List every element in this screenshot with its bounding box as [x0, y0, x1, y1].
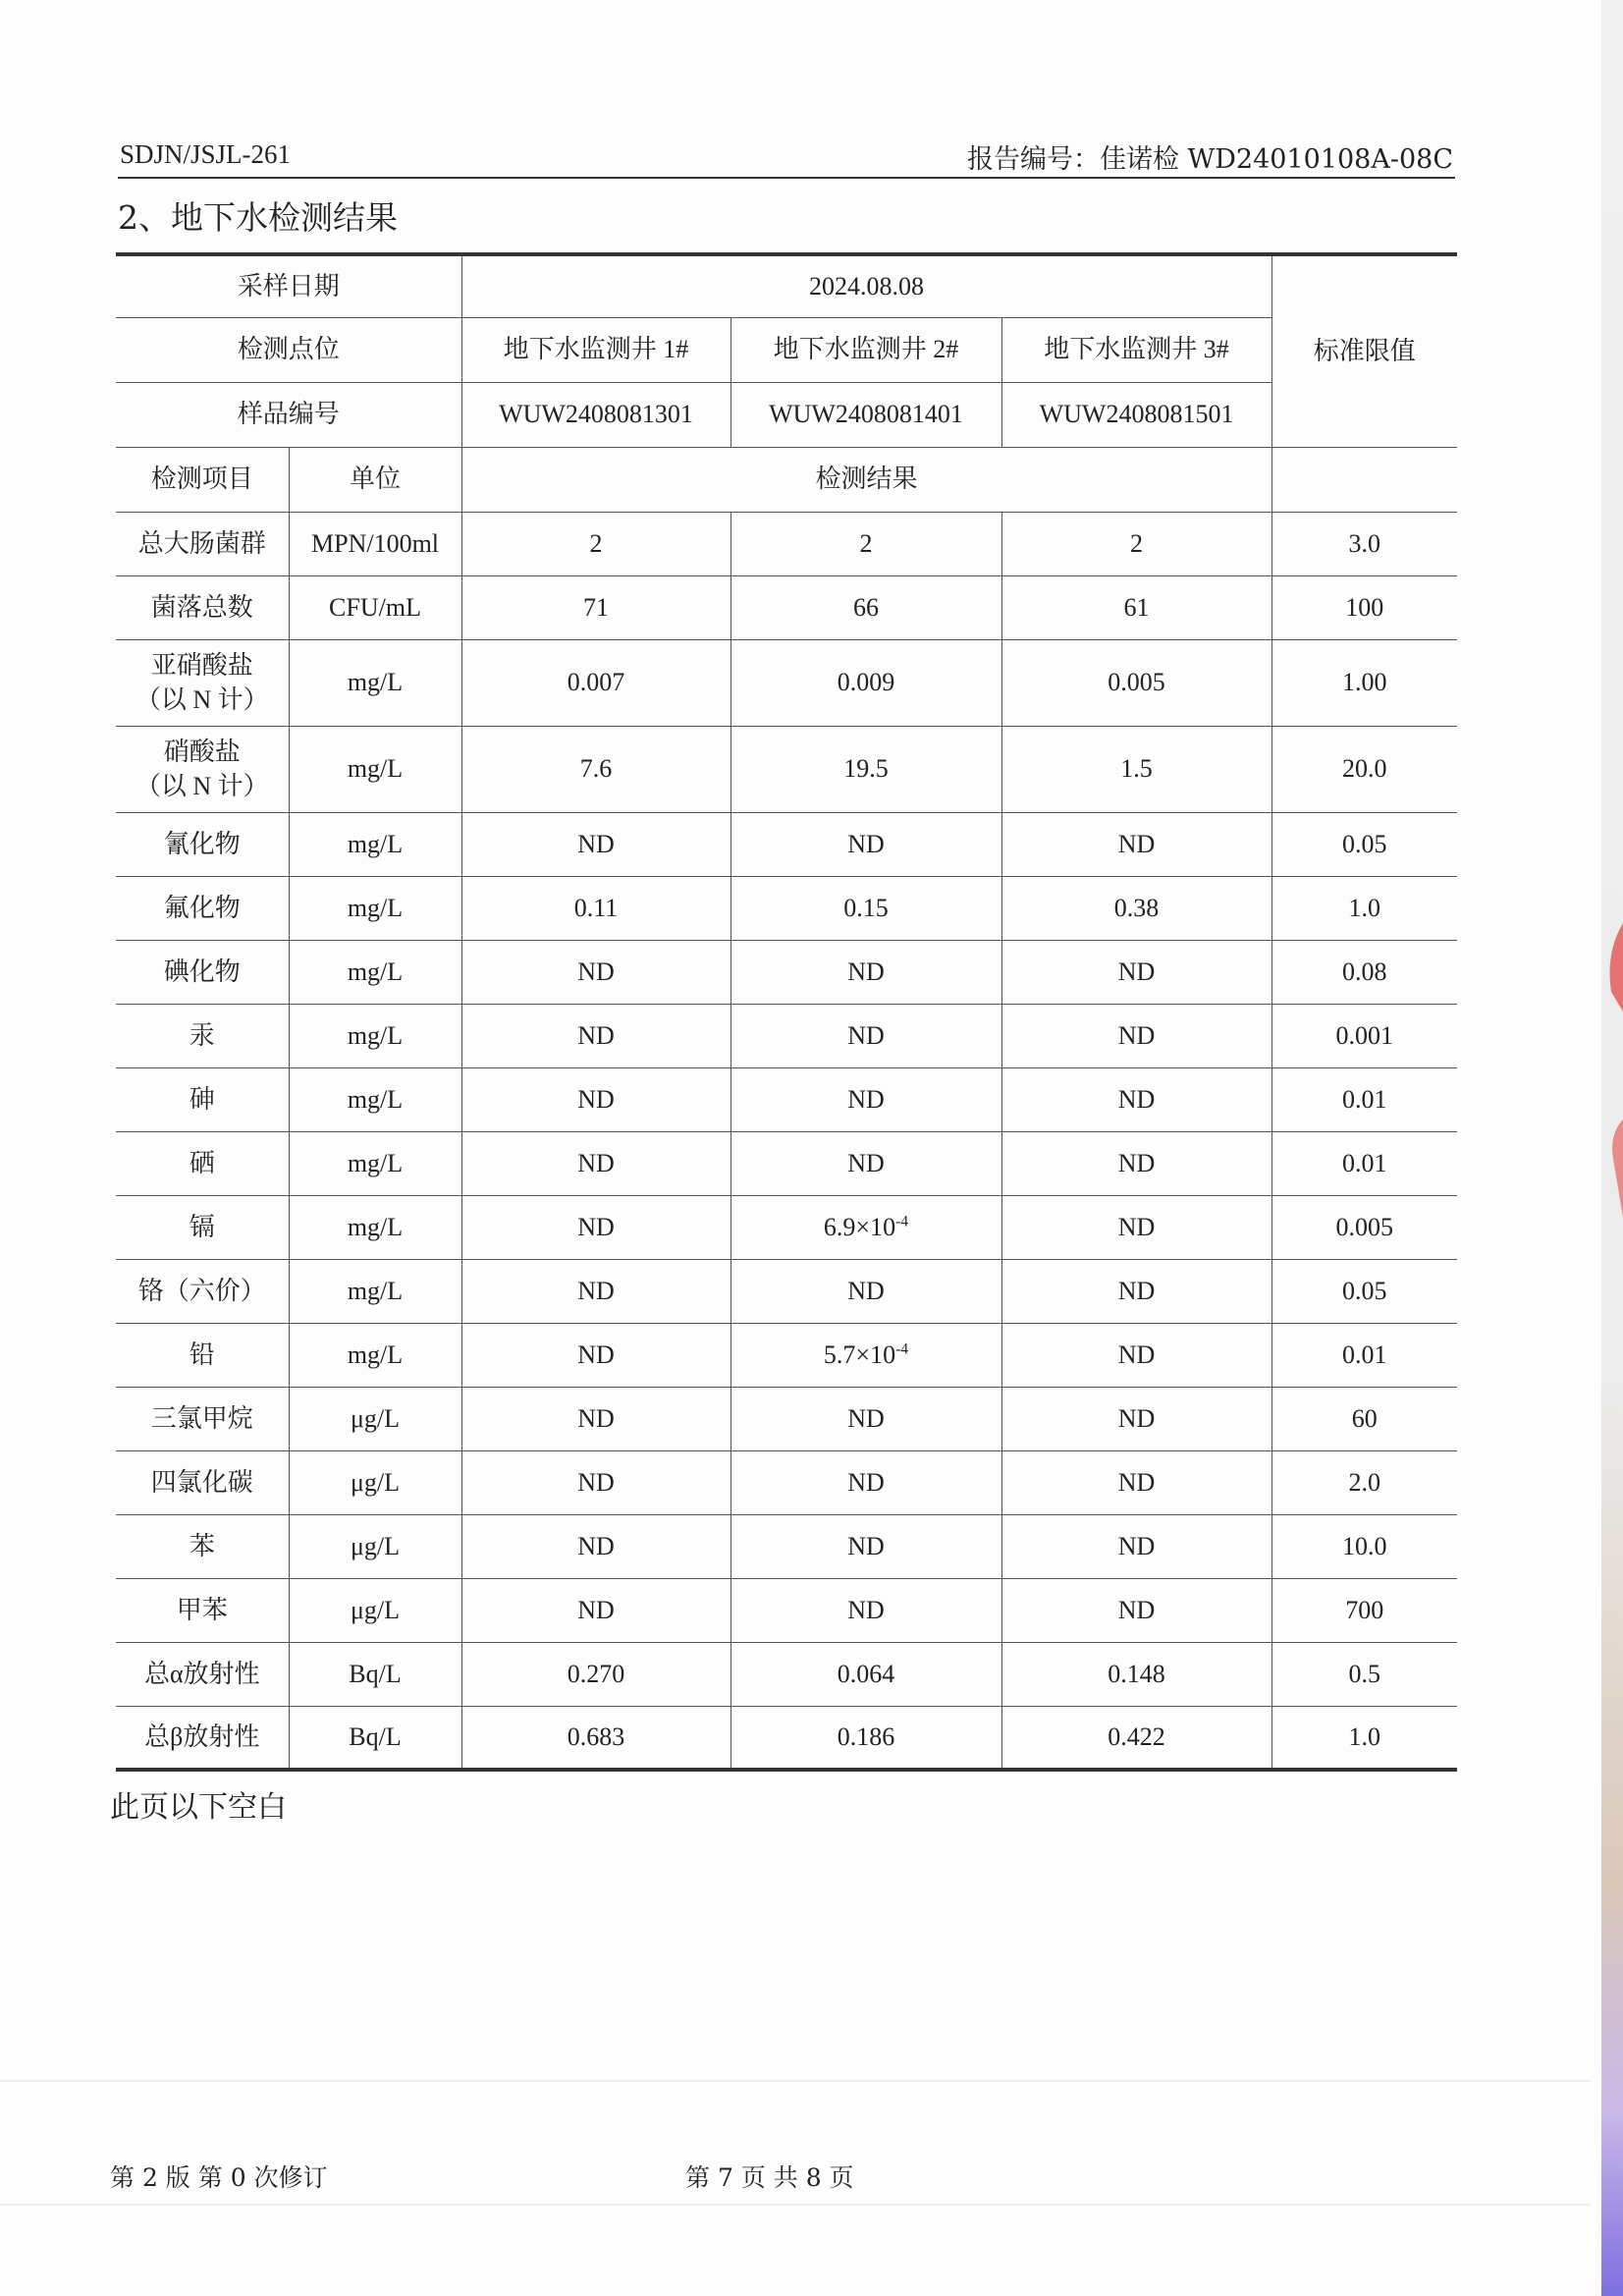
result-cell-3-text: ND	[1117, 1595, 1156, 1624]
limit-cell	[1271, 940, 1457, 1004]
result-cell-1-text: ND	[577, 1212, 615, 1241]
result-cell-3	[1001, 812, 1271, 876]
item-name: 铬（六价）	[137, 1276, 266, 1305]
result-cell-1-text: ND	[577, 957, 615, 986]
result-cell-2-text: ND	[847, 957, 885, 986]
result-header: 检测结果	[461, 447, 1271, 512]
result-cell-2	[730, 1195, 1001, 1259]
result-cell-3-text: ND	[1117, 1403, 1156, 1433]
location-label: 检测点位	[116, 317, 461, 382]
result-cell-2-text: 0.15	[843, 893, 889, 922]
result-cell-1-text: 7.6	[579, 754, 613, 784]
limit-cell-text: 700	[1345, 1595, 1384, 1624]
result-cell-3	[1001, 726, 1271, 812]
limit-cell-text: 0.01	[1342, 1148, 1387, 1177]
item-name: 菌落总数	[150, 592, 253, 622]
item-cell	[116, 1706, 289, 1770]
result-cell-3-text: 0.148	[1108, 1659, 1165, 1688]
result-cell-1-text: ND	[577, 1276, 615, 1305]
item-name: 甲苯	[176, 1595, 228, 1624]
result-cell-3-text: ND	[1117, 1148, 1156, 1177]
result-cell-3-text: 61	[1123, 592, 1150, 622]
location-3: 地下水监测井 3#	[1001, 317, 1271, 382]
result-cell-1	[461, 639, 730, 726]
groundwater-results-table	[116, 252, 1457, 1772]
result-cell-2	[730, 1323, 1001, 1387]
result-cell-1-text: 0.007	[567, 668, 625, 697]
result-cell-1	[461, 1131, 730, 1195]
result-cell-3-text: 0.005	[1108, 668, 1165, 697]
unit-cell-text: μg/L	[350, 1467, 401, 1497]
unit-cell-text: mg/L	[347, 1339, 404, 1369]
table-row	[116, 1578, 1457, 1642]
unit-cell-text: mg/L	[347, 668, 404, 697]
result-cell-3	[1001, 1323, 1271, 1387]
sampling-date-value: 2024.08.08	[461, 254, 1271, 317]
table-row	[116, 1004, 1457, 1067]
result-cell-3-text: 0.422	[1108, 1722, 1165, 1752]
result-cell-3	[1001, 1259, 1271, 1323]
sampling-date-row	[116, 254, 1457, 317]
result-cell-1	[461, 876, 730, 940]
limit-cell-text: 1.0	[1348, 893, 1381, 922]
result-cell-3-text: ND	[1117, 1531, 1156, 1560]
result-cell-3-text: ND	[1117, 1084, 1156, 1114]
result-cell-1	[461, 1642, 730, 1706]
unit-cell-text: μg/L	[350, 1595, 401, 1624]
result-cell-1	[461, 1514, 730, 1578]
result-cell-1-text: ND	[577, 1531, 615, 1560]
unit-cell-text: CFU/mL	[329, 592, 421, 622]
limit-cell	[1271, 1195, 1457, 1259]
limit-blank-cell	[1271, 447, 1457, 512]
result-cell-3-text: 2	[1130, 528, 1144, 558]
limit-cell-text: 0.5	[1348, 1659, 1381, 1688]
item-cell	[116, 639, 289, 726]
unit-cell	[289, 812, 461, 876]
result-cell-1	[461, 812, 730, 876]
result-cell-1-text: ND	[577, 1467, 615, 1497]
item-cell	[116, 1642, 289, 1706]
limit-cell-text: 20.0	[1342, 754, 1387, 784]
unit-cell-text: mg/L	[347, 893, 404, 922]
table-row	[116, 876, 1457, 940]
item-name: 总β放射性	[144, 1722, 260, 1752]
item-name: 氟化物	[163, 893, 241, 922]
result-cell-1	[461, 1450, 730, 1514]
item-name: 四氯化碳	[150, 1467, 253, 1497]
result-cell-3-text: ND	[1117, 1467, 1156, 1497]
item-cell	[116, 1004, 289, 1067]
result-cell-2	[730, 1578, 1001, 1642]
result-cell-2-text: 19.5	[843, 754, 889, 784]
limit-cell-text: 10.0	[1342, 1531, 1387, 1560]
limit-cell	[1271, 1323, 1457, 1387]
item-cell	[116, 575, 289, 639]
result-cell-2-text: ND	[847, 1531, 885, 1560]
unit-cell-text: mg/L	[347, 1148, 404, 1177]
result-cell-3	[1001, 1642, 1271, 1706]
item-cell	[116, 1450, 289, 1514]
limit-cell	[1271, 1642, 1457, 1706]
limit-cell-text: 3.0	[1348, 528, 1381, 558]
table-row	[116, 726, 1457, 812]
result-cell-2-text: ND	[847, 1467, 885, 1497]
unit-cell-text: Bq/L	[349, 1722, 402, 1752]
limit-cell-text: 2.0	[1348, 1467, 1381, 1497]
result-cell-2-text: ND	[847, 1595, 885, 1624]
unit-header: 单位	[289, 447, 461, 512]
sample-no-3: WUW2408081501	[1001, 382, 1271, 447]
unit-cell	[289, 1642, 461, 1706]
limit-cell	[1271, 1387, 1457, 1450]
unit-cell	[289, 639, 461, 726]
table-row	[116, 512, 1457, 575]
item-cell	[116, 1195, 289, 1259]
unit-cell-text: mg/L	[347, 1276, 404, 1305]
result-cell-1-text: ND	[577, 1339, 615, 1369]
blank-below-note: 此页以下空白	[110, 1790, 287, 1825]
unit-cell-text: Bq/L	[349, 1659, 402, 1688]
result-cell-2-text: 6.9×10	[823, 1212, 896, 1241]
unit-cell-text: μg/L	[350, 1403, 401, 1433]
item-name: 总大肠菌群	[137, 528, 266, 558]
limit-cell-text: 0.01	[1342, 1084, 1387, 1114]
unit-cell	[289, 1387, 461, 1450]
result-cell-1-text: ND	[577, 1595, 615, 1624]
result-cell-2-text: 66	[853, 592, 880, 622]
result-cell-3	[1001, 876, 1271, 940]
item-cell	[116, 1387, 289, 1450]
result-cell-1	[461, 575, 730, 639]
table-row	[116, 1131, 1457, 1195]
limit-cell	[1271, 1067, 1457, 1131]
limit-cell-text: 100	[1345, 592, 1384, 622]
sample-no-row	[116, 382, 1457, 447]
table-row	[116, 639, 1457, 726]
result-cell-2-text: ND	[847, 1020, 885, 1050]
table-row	[116, 575, 1457, 639]
result-cell-2-text: 5.7×10	[823, 1339, 896, 1369]
result-cell-2-text: 0.009	[837, 668, 895, 697]
result-cell-1-text: 0.270	[567, 1659, 625, 1688]
item-basis: （以 N 计）	[135, 685, 269, 714]
item-name: 汞	[189, 1020, 215, 1050]
table-row	[116, 1387, 1457, 1450]
location-1: 地下水监测井 1#	[461, 317, 730, 382]
result-cell-2-exponent: -4	[895, 1340, 909, 1358]
item-cell	[116, 512, 289, 575]
item-cell	[116, 812, 289, 876]
limit-cell-text: 0.001	[1335, 1020, 1394, 1050]
limit-cell	[1271, 876, 1457, 940]
unit-cell	[289, 512, 461, 575]
unit-cell	[289, 876, 461, 940]
result-cell-3	[1001, 1387, 1271, 1450]
result-cell-1-text: ND	[577, 1084, 615, 1114]
unit-cell	[289, 1259, 461, 1323]
item-name: 氰化物	[163, 829, 241, 858]
unit-cell-text: mg/L	[347, 1212, 404, 1241]
item-cell	[116, 1578, 289, 1642]
item-name: 三氯甲烷	[150, 1403, 253, 1433]
unit-cell	[289, 726, 461, 812]
unit-cell	[289, 1067, 461, 1131]
result-cell-3	[1001, 512, 1271, 575]
document-code: SDJN/JSJL-261	[120, 139, 292, 169]
result-cell-2	[730, 1706, 1001, 1770]
unit-cell	[289, 1195, 461, 1259]
standard-limit-header: 标准限值	[1271, 254, 1457, 447]
unit-cell	[289, 1450, 461, 1514]
unit-cell-text: mg/L	[347, 1084, 404, 1114]
result-cell-1	[461, 1578, 730, 1642]
item-cell	[116, 876, 289, 940]
limit-cell	[1271, 1450, 1457, 1514]
result-cell-3-text: ND	[1117, 1276, 1156, 1305]
result-cell-2-text: ND	[847, 1148, 885, 1177]
location-2: 地下水监测井 2#	[730, 317, 1001, 382]
table-row	[116, 1259, 1457, 1323]
limit-cell	[1271, 1131, 1457, 1195]
unit-cell	[289, 1323, 461, 1387]
result-cell-3	[1001, 1450, 1271, 1514]
result-cell-1-text: ND	[577, 1148, 615, 1177]
item-basis: （以 N 计）	[135, 772, 269, 800]
result-cell-2-text: 0.064	[837, 1659, 895, 1688]
limit-cell-text: 0.01	[1342, 1339, 1387, 1369]
result-cell-1-text: ND	[577, 1403, 615, 1433]
limit-cell-text: 0.005	[1335, 1212, 1394, 1241]
item-name: 碘化物	[163, 957, 241, 986]
result-cell-2-text: ND	[847, 1276, 885, 1305]
item-name: 镉	[189, 1212, 215, 1241]
result-cell-1	[461, 1387, 730, 1450]
seal-stamp-edge	[1597, 923, 1623, 1218]
result-cell-1-text: 0.683	[567, 1722, 625, 1752]
unit-cell	[289, 1706, 461, 1770]
result-cell-3	[1001, 1067, 1271, 1131]
result-cell-3-text: 1.5	[1120, 754, 1153, 784]
item-cell	[116, 940, 289, 1004]
item-cell	[116, 1514, 289, 1578]
result-cell-1	[461, 512, 730, 575]
result-cell-2	[730, 1067, 1001, 1131]
footer-page-number: 第 7 页 共 8 页	[685, 2163, 854, 2192]
unit-cell-text: mg/L	[347, 1020, 404, 1050]
limit-cell-text: 0.05	[1342, 1276, 1387, 1305]
unit-cell-text: mg/L	[347, 829, 404, 858]
result-cell-1-text: ND	[577, 1020, 615, 1050]
result-cell-2-exponent: -4	[895, 1213, 909, 1230]
item-cell	[116, 1259, 289, 1323]
result-cell-1-text: ND	[577, 829, 615, 858]
table-row	[116, 1067, 1457, 1131]
sample-no-2: WUW2408081401	[730, 382, 1001, 447]
result-cell-2	[730, 1387, 1001, 1450]
result-cell-3-text: ND	[1117, 1020, 1156, 1050]
limit-cell	[1271, 726, 1457, 812]
result-cell-3-text: ND	[1117, 829, 1156, 858]
column-header-row	[116, 447, 1457, 512]
footer-version: 第 2 版 第 0 次修订	[110, 2163, 328, 2192]
limit-cell	[1271, 639, 1457, 726]
table-row	[116, 812, 1457, 876]
location-row	[116, 317, 1457, 382]
limit-cell-text: 60	[1351, 1403, 1378, 1433]
unit-cell	[289, 1514, 461, 1578]
result-cell-2	[730, 1131, 1001, 1195]
result-cell-1	[461, 1259, 730, 1323]
unit-cell-text: mg/L	[347, 754, 404, 784]
unit-cell-text: MPN/100ml	[310, 528, 440, 558]
report-number: 报告编号：佳诺检 WD24010108A-08C	[966, 144, 1453, 175]
result-cell-2-text: 0.186	[837, 1722, 895, 1752]
sample-no-label: 样品编号	[116, 382, 461, 447]
result-cell-2	[730, 940, 1001, 1004]
limit-cell-text: 1.00	[1342, 668, 1387, 697]
result-cell-3	[1001, 575, 1271, 639]
unit-cell-text: μg/L	[350, 1531, 401, 1560]
result-cell-1-text: 71	[583, 592, 610, 622]
result-cell-2-text: ND	[847, 829, 885, 858]
limit-cell-text: 1.0	[1348, 1722, 1381, 1752]
table-row	[116, 1514, 1457, 1578]
result-cell-1	[461, 1323, 730, 1387]
result-cell-2-text: ND	[847, 1403, 885, 1433]
result-cell-3-text: ND	[1117, 1339, 1156, 1369]
table-row	[116, 1195, 1457, 1259]
limit-cell	[1271, 1514, 1457, 1578]
item-header: 检测项目	[116, 447, 289, 512]
item-cell	[116, 1067, 289, 1131]
result-cell-2	[730, 876, 1001, 940]
item-name: 总α放射性	[143, 1659, 260, 1688]
sample-no-1: WUW2408081301	[461, 382, 730, 447]
result-cell-2	[730, 1004, 1001, 1067]
result-cell-3-text: 0.38	[1113, 893, 1160, 922]
sampling-date-label: 采样日期	[116, 254, 461, 317]
unit-cell-text: mg/L	[347, 957, 404, 986]
table-row	[116, 1642, 1457, 1706]
result-cell-2	[730, 812, 1001, 876]
result-cell-2	[730, 1259, 1001, 1323]
unit-cell	[289, 1131, 461, 1195]
result-cell-2	[730, 726, 1001, 812]
item-name: 硒	[189, 1148, 215, 1177]
result-cell-1-text: 0.11	[573, 893, 619, 922]
limit-cell-text: 0.08	[1342, 957, 1387, 986]
result-cell-3	[1001, 1195, 1271, 1259]
item-cell	[116, 1323, 289, 1387]
item-name: 苯	[189, 1531, 215, 1560]
limit-cell	[1271, 512, 1457, 575]
result-cell-1-text: 2	[589, 528, 603, 558]
result-cell-2	[730, 575, 1001, 639]
result-cell-2-text: ND	[847, 1084, 885, 1114]
result-cell-3	[1001, 1004, 1271, 1067]
item-name: 亚硝酸盐	[150, 650, 253, 680]
result-cell-2	[730, 639, 1001, 726]
table-row	[116, 1323, 1457, 1387]
result-cell-3	[1001, 1706, 1271, 1770]
result-cell-3	[1001, 1578, 1271, 1642]
table-row	[116, 1706, 1457, 1770]
result-cell-3-text: ND	[1117, 1212, 1156, 1241]
result-cell-2	[730, 1642, 1001, 1706]
result-cell-1	[461, 940, 730, 1004]
limit-cell	[1271, 1004, 1457, 1067]
limit-cell	[1271, 1706, 1457, 1770]
unit-cell	[289, 1578, 461, 1642]
result-cell-3	[1001, 639, 1271, 726]
unit-cell	[289, 940, 461, 1004]
result-cell-1	[461, 1067, 730, 1131]
result-cell-3	[1001, 1131, 1271, 1195]
footer-separator-bottom	[0, 2204, 1591, 2206]
result-cell-1	[461, 1195, 730, 1259]
result-cell-3-text: ND	[1117, 957, 1156, 986]
unit-cell	[289, 1004, 461, 1067]
table-row	[116, 940, 1457, 1004]
header-rule	[118, 177, 1455, 179]
result-cell-2-text: 2	[859, 528, 873, 558]
limit-cell-text: 0.05	[1342, 829, 1387, 858]
result-cell-3	[1001, 1514, 1271, 1578]
result-cell-1	[461, 726, 730, 812]
item-name: 砷	[189, 1084, 215, 1114]
item-name: 硝酸盐	[163, 737, 241, 766]
item-name: 铅	[189, 1339, 215, 1369]
limit-cell	[1271, 1578, 1457, 1642]
result-cell-2	[730, 1514, 1001, 1578]
section-title: 2、地下水检测结果	[118, 198, 398, 237]
result-cell-2	[730, 1450, 1001, 1514]
unit-cell	[289, 575, 461, 639]
item-cell	[116, 726, 289, 812]
limit-cell	[1271, 812, 1457, 876]
footer-separator-top	[0, 2080, 1591, 2082]
result-cell-3	[1001, 940, 1271, 1004]
result-cell-2	[730, 512, 1001, 575]
result-cell-1	[461, 1706, 730, 1770]
limit-cell	[1271, 575, 1457, 639]
result-cell-1	[461, 1004, 730, 1067]
limit-cell	[1271, 1259, 1457, 1323]
item-cell	[116, 1131, 289, 1195]
table-row	[116, 1450, 1457, 1514]
